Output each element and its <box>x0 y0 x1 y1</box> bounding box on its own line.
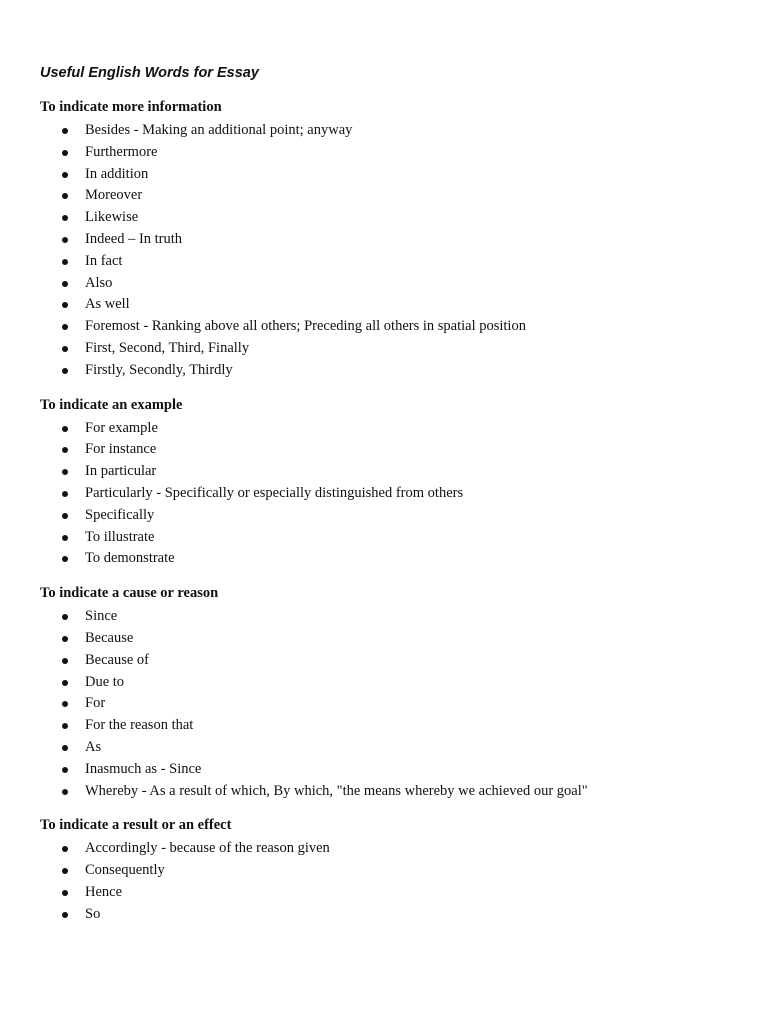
list-item-text: Due to <box>85 673 125 690</box>
list-item-text: In particular <box>85 463 157 480</box>
list-item-text: Particularly - Specifically or especially distinguished from others <box>85 484 464 501</box>
list-item <box>40 505 740 527</box>
section-4 <box>40 816 740 925</box>
bullet-list <box>40 838 740 925</box>
list-item <box>40 693 740 715</box>
bullet-icon <box>62 215 68 221</box>
bullet-list <box>40 606 740 802</box>
list-item-text: Because <box>85 629 134 646</box>
list-item-text: In addition <box>85 165 149 182</box>
list-item <box>40 838 740 860</box>
list-item-text: Foremost - Ranking above all others; Preceding all others in spatial position <box>85 318 526 335</box>
bullet-icon <box>62 890 68 896</box>
list-item <box>40 360 740 382</box>
bullet-icon <box>62 346 68 352</box>
list-item <box>40 294 740 316</box>
list-item <box>40 461 740 483</box>
list-item <box>40 483 740 505</box>
list-item <box>40 860 740 882</box>
list-item <box>40 164 740 186</box>
document-page <box>40 64 740 940</box>
list-item-text: Inasmuch as - Since <box>85 760 202 777</box>
bullet-icon <box>62 237 68 243</box>
list-item <box>40 650 740 672</box>
list-item <box>40 606 740 628</box>
bullet-icon <box>62 767 68 773</box>
list-item <box>40 759 740 781</box>
list-item <box>40 548 740 570</box>
section-heading: To indicate a cause or reason <box>40 585 219 602</box>
bullet-icon <box>62 614 68 620</box>
list-item-text: To illustrate <box>85 528 155 545</box>
list-item <box>40 781 740 803</box>
list-item-text: Whereby - As a result of which, By which, "the means whereby we achieved our goal" <box>85 782 588 799</box>
section-heading: To indicate more information <box>40 99 222 115</box>
bullet-icon <box>62 426 68 432</box>
list-item <box>40 273 740 295</box>
list-item-text: For <box>85 695 106 712</box>
bullet-icon <box>62 324 68 330</box>
bullet-icon <box>62 745 68 751</box>
bullet-icon <box>62 513 68 519</box>
bullet-icon <box>62 658 68 664</box>
list-item-text: Specifically <box>85 506 155 523</box>
bullet-icon <box>62 535 68 541</box>
section-3 <box>40 584 740 802</box>
bullet-icon <box>62 868 68 874</box>
list-item-text: As <box>85 738 102 755</box>
list-item-text: So <box>85 905 101 922</box>
bullet-icon <box>62 281 68 287</box>
list-item-text: Consequently <box>85 862 165 879</box>
bullet-icon <box>62 469 68 475</box>
bullet-icon <box>62 302 68 308</box>
bullet-icon <box>62 556 68 562</box>
bullet-list <box>40 418 740 571</box>
list-item-text: Likewise <box>85 209 139 226</box>
list-item-text: For example <box>85 419 158 436</box>
bullet-icon <box>62 193 68 199</box>
bullet-icon <box>62 723 68 729</box>
section-heading: To indicate an example <box>40 396 183 413</box>
list-item-text: In fact <box>85 252 123 269</box>
list-item <box>40 338 740 360</box>
list-item-text: To demonstrate <box>85 550 175 567</box>
list-item-text: Also <box>85 274 113 291</box>
list-item-text: As well <box>85 296 130 313</box>
list-item-text: Firstly, Secondly, Thirdly <box>85 361 233 378</box>
section-1 <box>40 98 740 382</box>
list-item <box>40 715 740 737</box>
section-heading: To indicate a result or an effect <box>40 817 232 834</box>
bullet-icon <box>62 789 68 795</box>
bullet-icon <box>62 701 68 707</box>
list-item-text: Besides - Making an additional point; anyway <box>85 122 353 138</box>
list-item <box>40 439 740 461</box>
bullet-icon <box>62 680 68 686</box>
list-item <box>40 904 740 926</box>
list-item-text: Hence <box>85 883 123 900</box>
bullet-list <box>40 120 740 382</box>
bullet-icon <box>62 172 68 178</box>
list-item <box>40 185 740 207</box>
list-item <box>40 737 740 759</box>
list-item-text: For the reason that <box>85 717 194 734</box>
list-item-text: Moreover <box>85 187 143 204</box>
bullet-icon <box>62 912 68 918</box>
bullet-icon <box>62 128 68 134</box>
list-item <box>40 207 740 229</box>
list-item-text: Since <box>85 608 118 625</box>
list-item-text: Indeed – In truth <box>85 230 183 247</box>
sections-container <box>40 98 740 926</box>
bullet-icon <box>62 846 68 852</box>
list-item <box>40 628 740 650</box>
list-item <box>40 120 740 142</box>
list-item-text: First, Second, Third, Finally <box>85 339 250 356</box>
list-item <box>40 882 740 904</box>
section-2 <box>40 396 740 571</box>
document-title: Useful English Words for Essay <box>40 65 259 81</box>
bullet-icon <box>62 491 68 497</box>
bullet-icon <box>62 259 68 265</box>
bullet-icon <box>62 636 68 642</box>
list-item-text: Furthermore <box>85 143 158 160</box>
bullet-icon <box>62 447 68 453</box>
list-item <box>40 251 740 273</box>
list-item <box>40 229 740 251</box>
list-item-text: For instance <box>85 441 157 458</box>
list-item <box>40 527 740 549</box>
bullet-icon <box>62 368 68 374</box>
list-item-text: Because of <box>85 651 150 668</box>
list-item <box>40 672 740 694</box>
list-item <box>40 316 740 338</box>
list-item <box>40 142 740 164</box>
bullet-icon <box>62 150 68 156</box>
list-item <box>40 418 740 440</box>
list-item-text: Accordingly - because of the reason given <box>85 840 330 857</box>
